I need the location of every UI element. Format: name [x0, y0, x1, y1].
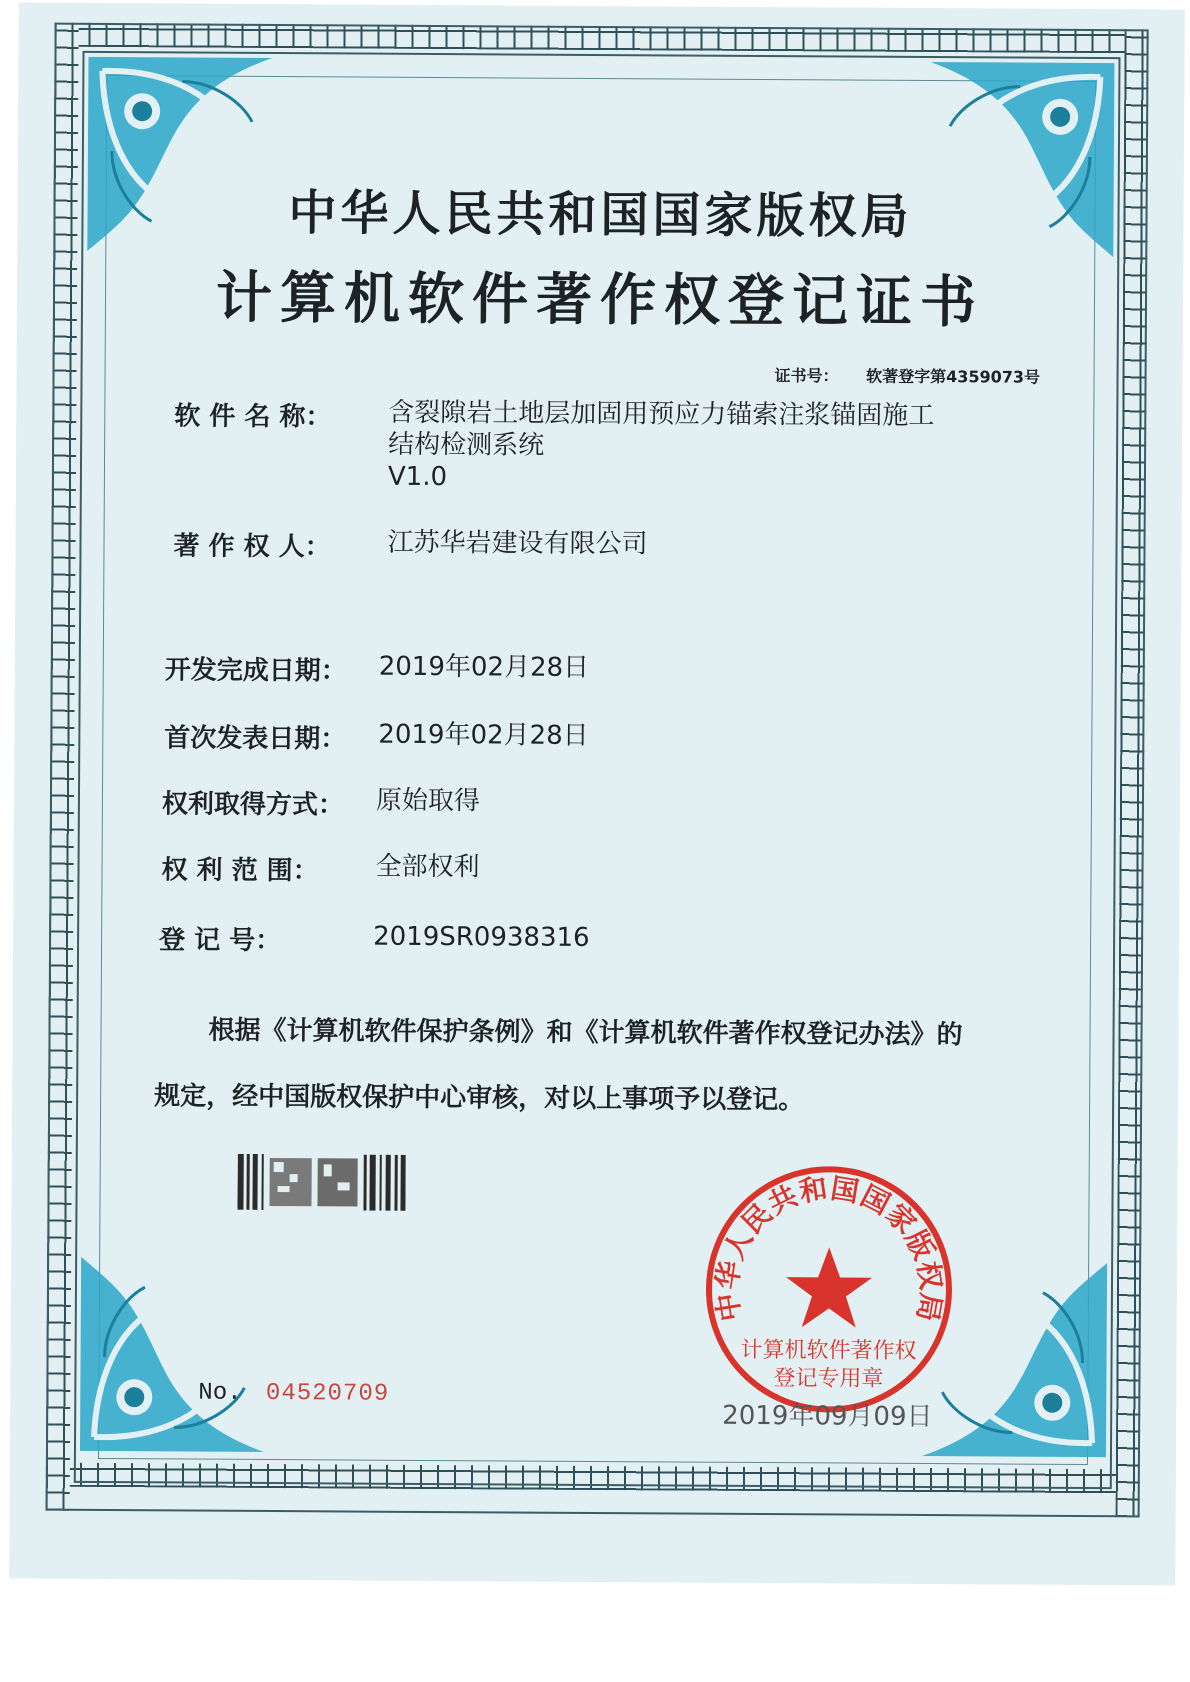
registration-number-value: 2019SR0938316 [373, 921, 590, 953]
corner-ornament-top-right [889, 56, 1120, 287]
field-copyright-owner [173, 525, 1053, 570]
scope-of-rights-label: 权 利 范 围： [161, 855, 319, 887]
official-seal [698, 1159, 960, 1421]
software-name-line2: 结构检测系统 [388, 429, 545, 461]
first-publication-date-label: 首次发表日期： [164, 723, 347, 755]
first-publication-date-value: 2019年02月28日 [378, 719, 589, 751]
seal-inner-line2: 登记专用章 [773, 1366, 884, 1392]
serial-number [198, 1380, 389, 1408]
certificate-title: 计算机软件著作权登记证书 [215, 265, 985, 336]
acquisition-method-label: 权利取得方式： [161, 789, 345, 821]
field-scope-of-rights [161, 849, 1041, 894]
issue-date: 2019年09月09日 [722, 1400, 933, 1433]
completion-date-label: 开发完成日期： [164, 655, 347, 687]
field-first-publication-date [164, 717, 1044, 762]
field-software-name [174, 395, 1055, 510]
copyright-owner-value: 江苏华岩建设有限公司 [387, 527, 648, 560]
qr-barcode [237, 1154, 405, 1211]
software-version: V1.0 [387, 461, 448, 493]
field-completion-date [165, 649, 1045, 694]
certificate-number [774, 363, 1040, 388]
issuing-authority: 中华人民共和国国家版权局 [288, 185, 913, 245]
statement-line1: 根据《计算机软件保护条例》和《计算机软件著作权登记办法》的 [208, 1015, 963, 1051]
corner-ornament-bottom-left [74, 1227, 305, 1458]
certificate-number-value: 软著登字第4359073号 [866, 366, 1041, 387]
field-registration-number [159, 919, 1039, 964]
software-name-line1: 含裂隙岩土地层加固用预应力锚索注浆锚固施工 [388, 397, 935, 432]
certificate [9, 2, 1185, 1585]
registration-number-label: 登 记 号： [159, 925, 282, 957]
serial-prefix: No. [198, 1379, 242, 1407]
copyright-owner-label: 著 作 权 人： [173, 531, 331, 563]
certificate-number-label: 证书号： [774, 366, 839, 386]
seal-inner-line1: 计算机软件著作权 [740, 1337, 917, 1364]
software-name-label: 软 件 名 称： [174, 401, 332, 433]
software-name-value [388, 397, 1029, 497]
statement-line2: 规定，经中国版权保护中心审核，对以上事项予以登记。 [154, 1081, 805, 1116]
acquisition-method-value: 原始取得 [375, 785, 481, 817]
serial-value: 04520709 [265, 1379, 390, 1408]
scope-of-rights-value: 全部权利 [375, 851, 480, 883]
field-acquisition-method [162, 783, 1042, 828]
corner-ornament-top-left [81, 51, 312, 282]
completion-date-value: 2019年02月28日 [378, 651, 590, 683]
seal-ring-text: 中华人民共和国国家版权局 [710, 1171, 948, 1325]
